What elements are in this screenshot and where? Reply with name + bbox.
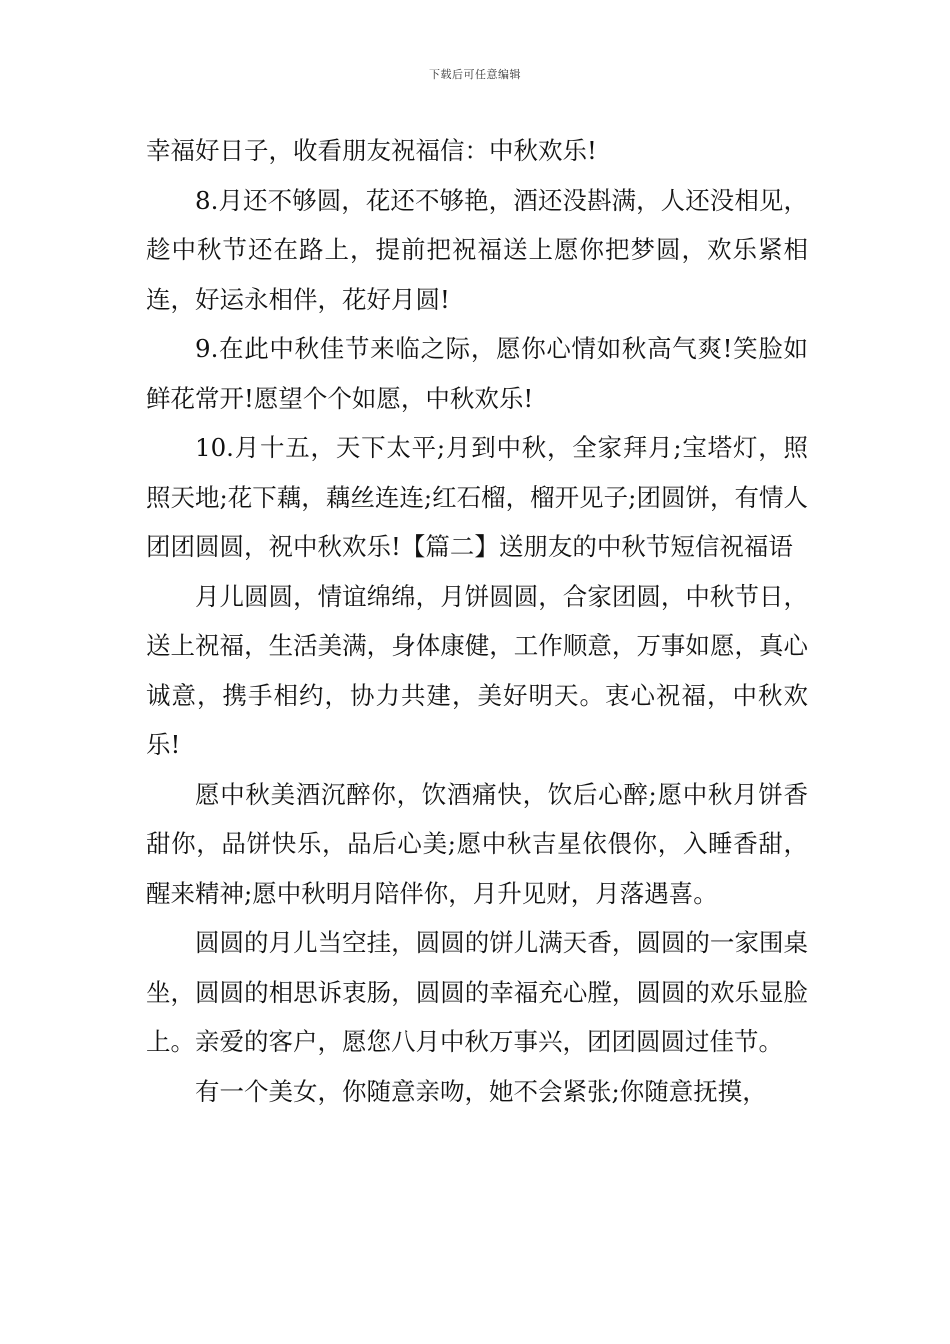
- paragraph-beauty: 有一个美女，你随意亲吻，她不会紧张;你随意抚摸，: [195, 1076, 767, 1106]
- page-header: 下载后可任意编辑: [429, 68, 521, 81]
- paragraph-moon-round: 月儿圆圆，情谊绵绵，月饼圆圆，合家团圆，中秋节日，送上祝福，生活美满，身体康健，工作顺意，万事如愿，真心诚意，携手相约，协力共建，美好明天。衷心祝福，中秋欢乐!: [146, 581, 808, 759]
- document-body: [146, 126, 808, 1116]
- paragraph-continuation: 幸福好日子，收看朋友祝福信：中秋欢乐!: [146, 136, 597, 165]
- paragraph-item-9: 9.在此中秋佳节来临之际，愿你心情如秋高气爽!笑脸如鲜花常开!愿望个个如愿，中秋欢乐!: [146, 334, 808, 413]
- paragraph-item-10: 10.月十五，天下太平;月到中秋，全家拜月;宝塔灯，照照天地;花下藕，藕丝连连;红石榴，榴开见子;团圆饼，有情人团团圆圆，祝中秋欢乐!【篇二】送朋友的中秋节短信祝福语: [146, 433, 808, 561]
- paragraph-item-8: 8.月还不够圆，花还不够艳，酒还没斟满，人还没相见，趁中秋节还在路上，提前把祝福送上愿你把梦圆，欢乐紧相连，好运永相伴，花好月圆!: [146, 185, 808, 314]
- paragraph-round-moon: 圆圆的月儿当空挂，圆圆的饼儿满天香，圆圆的一家围桌坐，圆圆的相思诉衷肠，圆圆的幸福充心膛，圆圆的欢乐显脸上。亲爱的客户，愿您八月中秋万事兴，团团圆圆过佳节。: [146, 928, 808, 1056]
- paragraph-wine-mooncake: 愿中秋美酒沉醉你，饮酒痛快，饮后心醉;愿中秋月饼香甜你，品饼快乐，品后心美;愿中秋吉星依偎你，入睡香甜，醒来精神;愿中秋明月陪伴你，月升见财，月落遇喜。: [146, 779, 808, 908]
